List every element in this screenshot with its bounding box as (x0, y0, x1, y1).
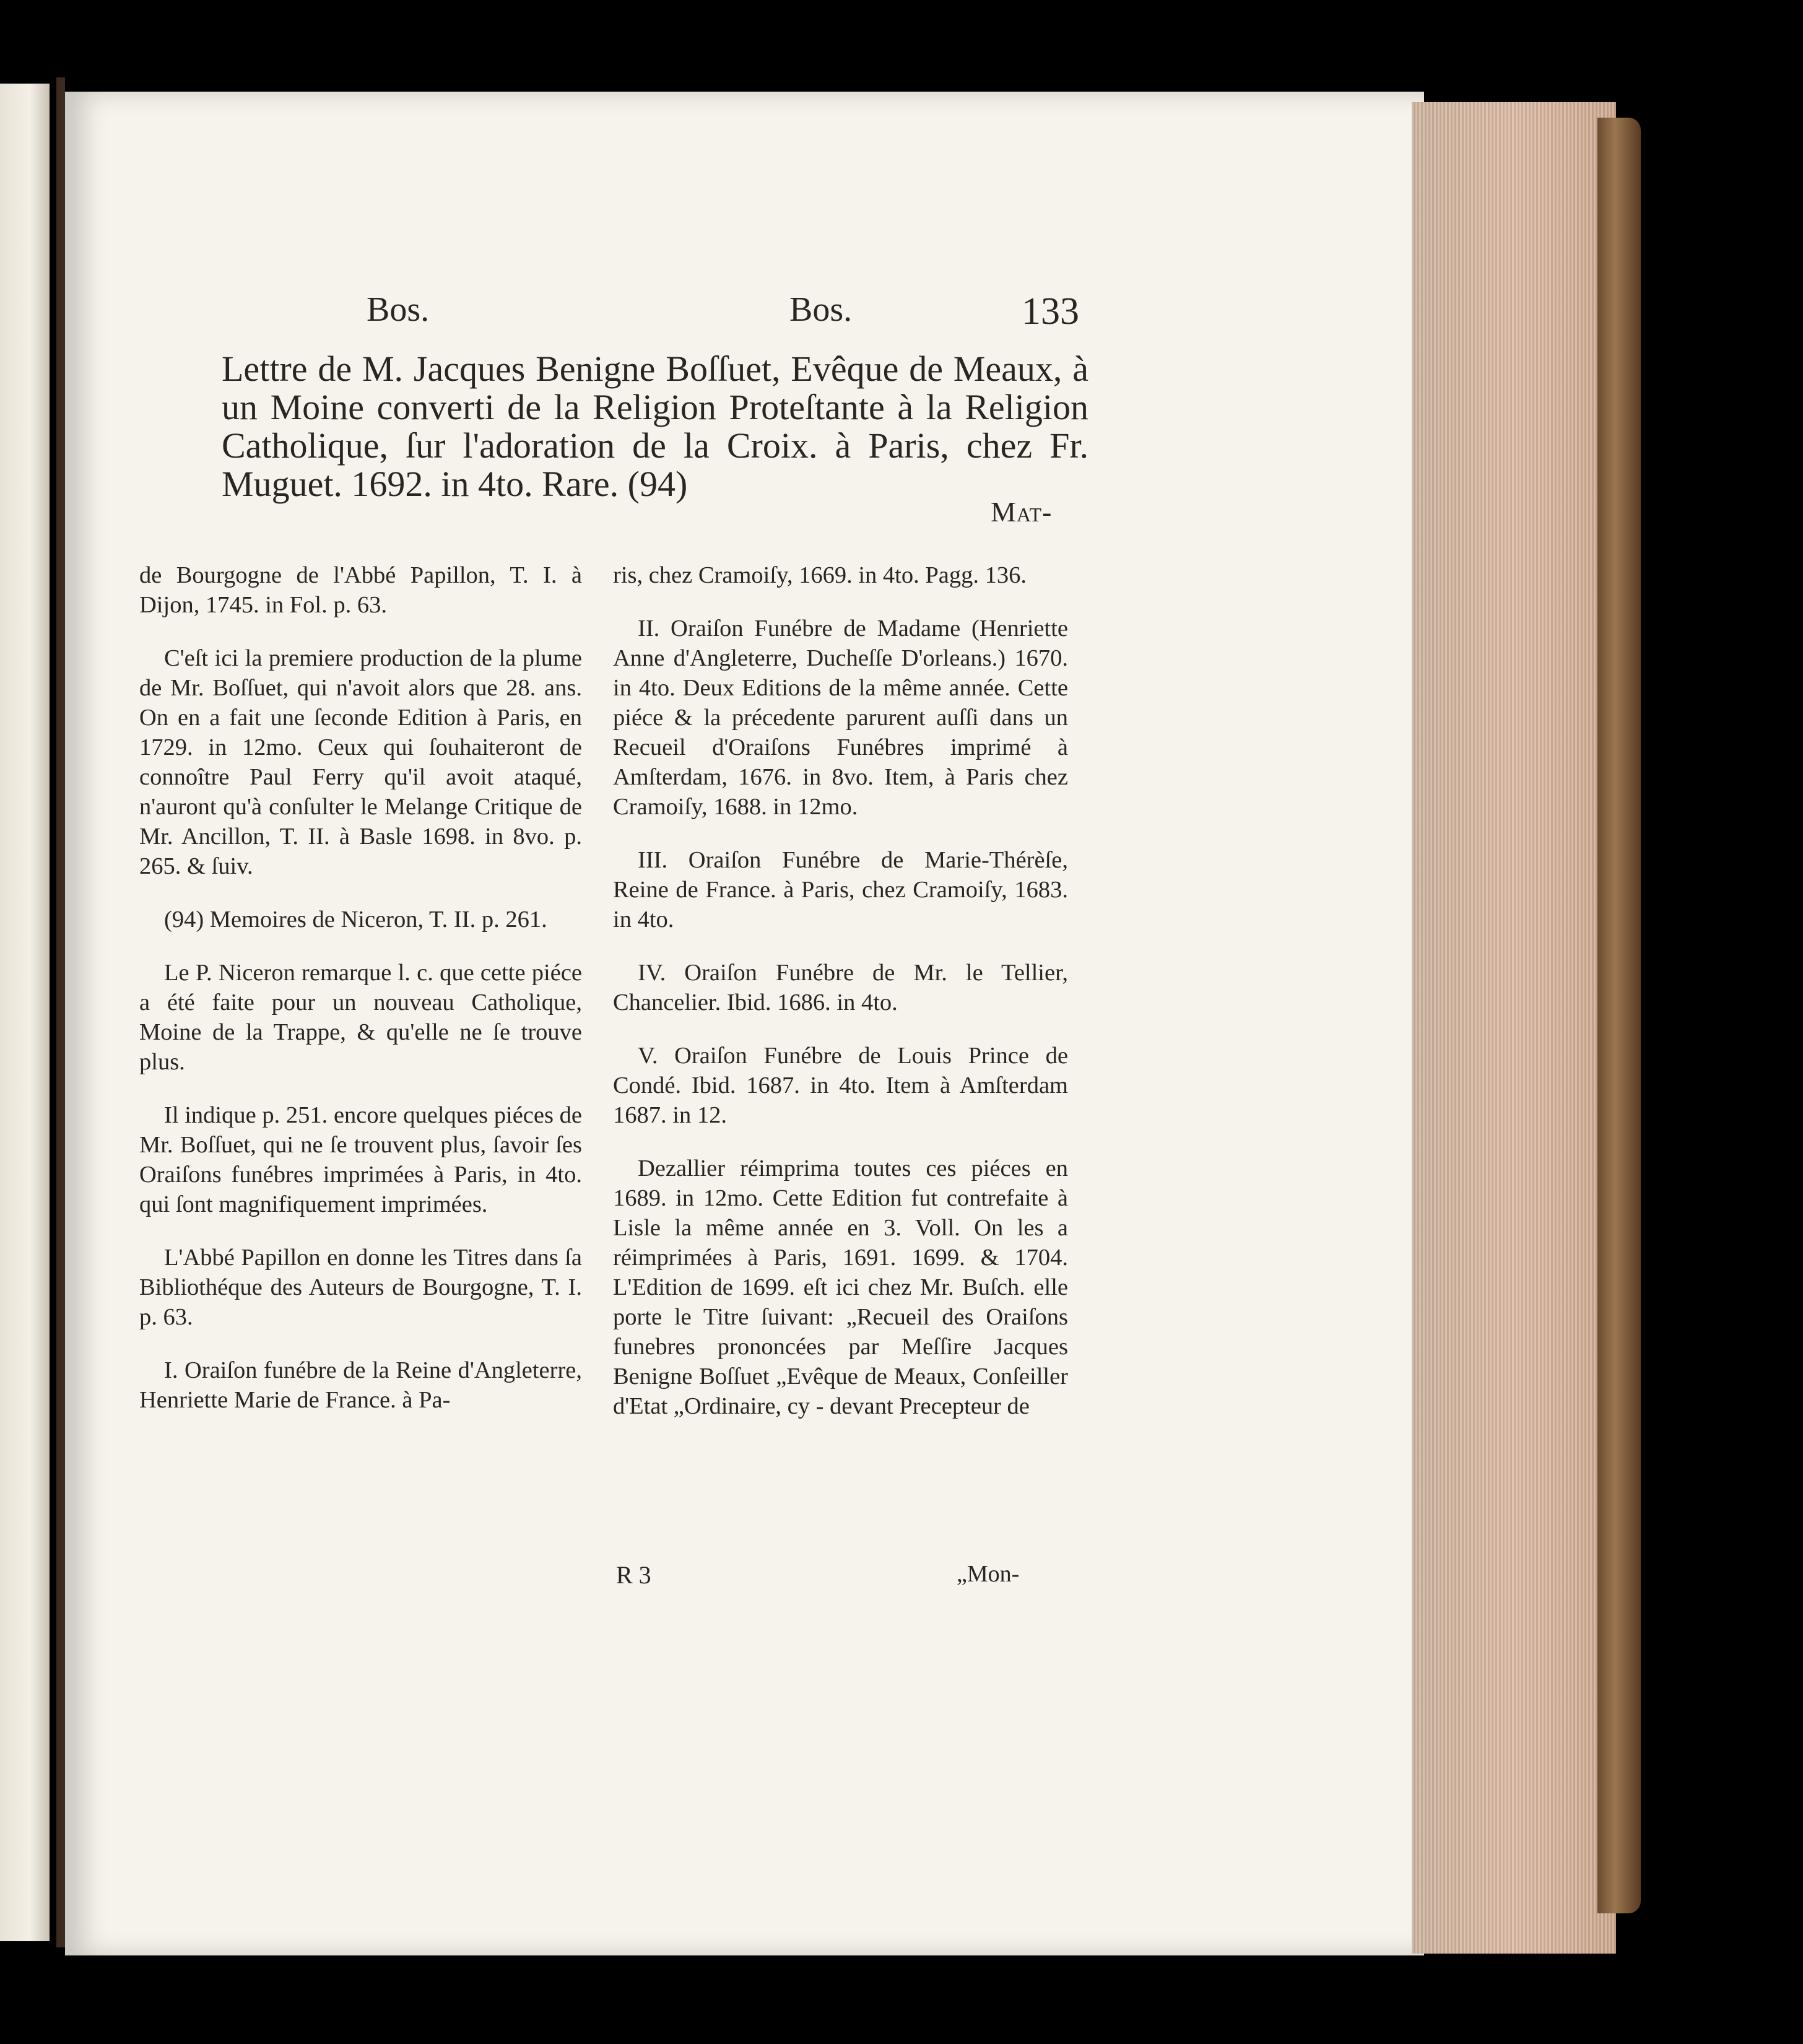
paragraph: Le P. Niceron remarque l. c. que cette piéce a été faite pour un nouveau Catholique, Moine de la Trappe, & qu'elle ne ſe trouve plus. (139, 960, 582, 1075)
paragraph: V. Oraiſon Funébre de Louis Prince de Condé. Ibid. 1687. in 4to. Item à Amſterdam 1687. in 12. (613, 1043, 1068, 1128)
running-head-center: Bos. (789, 290, 853, 329)
left-column (139, 560, 582, 1438)
paragraph: Il indique p. 251. encore quelques piéces de Mr. Boſſuet, qui ne ſe trouvent plus, ſavoir ſes Oraiſons funébres imprimées à Paris, in 4to. qui ſont magnifiquement imprimées. (139, 1102, 582, 1217)
catchword-bottom: „Mon- (957, 1561, 1020, 1587)
paragraph: III. Oraiſon Funébre de Marie-Thérèſe, Reine de France. à Paris, chez Cramoiſy, 1683. in 4to. (613, 847, 1068, 933)
catchword-top: Mat- (991, 496, 1053, 528)
paragraph: L'Abbé Papillon en donne les Titres dans ſa Bibliothéque des Auteurs de Bourgogne, T. I. p. 63. (139, 1245, 582, 1330)
paragraph: Dezallier réimprima toutes ces piéces en 1689. in 12mo. Cette Edition fut contrefaite à Lisle la même année en 3. Voll. On les a réimprimées à Paris, 1691. 1699. & 1704. L'Edition de 1699. eſt ici chez Mr. Buſch. elle porte le Titre ſuivant: „Recueil des Oraiſons funebres prononcées par Meſſire Jacques Benigne Boſſuet „Evêque de Meaux, Conſeiller d'Etat „Ordinaire, cy - devant Precepteur de (613, 1155, 1068, 1419)
page-number: 133 (1022, 290, 1079, 333)
paragraph: de Bourgogne de l'Abbé Papillon, T. I. à Dijon, 1745. in Fol. p. 63. (139, 562, 582, 618)
paragraph: ris, chez Cramoiſy, 1669. in 4to. Pagg. 136. (613, 562, 1027, 588)
paragraph: IV. Oraiſon Funébre de Mr. le Tellier, Chancelier. Ibid. 1686. in 4to. (613, 960, 1068, 1015)
entry-title: Lettre de M. Jacques Benigne Boſſuet, Evêque de Meaux, à un Moine converti de la Religion Proteſtante à la Religion Catholique, ſur l'adoration de la Croix. à Paris, chez Fr. Muguet. 1692. in 4to. Rare. (94) (222, 349, 1088, 504)
paragraph: I. Oraiſon funébre de la Reine d'Angleterre, Henriette Marie de France. à Pa- (139, 1357, 582, 1413)
footnote: (94) Memoires de Niceron, T. II. p. 261. (164, 907, 547, 933)
right-column (613, 560, 1068, 1445)
signature-mark: R 3 (616, 1561, 651, 1589)
running-head-left: Bos. (367, 290, 430, 329)
paragraph: C'eſt ici la premiere production de la plume de Mr. Boſſuet, qui n'avoit alors que 28. ans. On en a fait une ſeconde Edition à Paris, en 1729. in 12mo. Ceux qui ſouhaiteront de connoître Paul Ferry qu'il avoit ataqué, n'auront qu'à conſulter le Melange Critique de Mr. Ancillon, T. II. à Basle 1698. in 8vo. p. 265. & ſuiv. (139, 645, 582, 879)
paragraph: II. Oraiſon Funébre de Madame (Henriette Anne d'Angleterre, Ducheſſe D'orleans.) 1670. in 4to. Deux Editions de la même année. Cette piéce & la précedente parurent auſſi dans un Recueil d'Oraiſons Funébres imprimé à Amſterdam, 1676. in 8vo. Item, à Paris chez Cramoiſy, 1688. in 12mo. (613, 615, 1068, 820)
